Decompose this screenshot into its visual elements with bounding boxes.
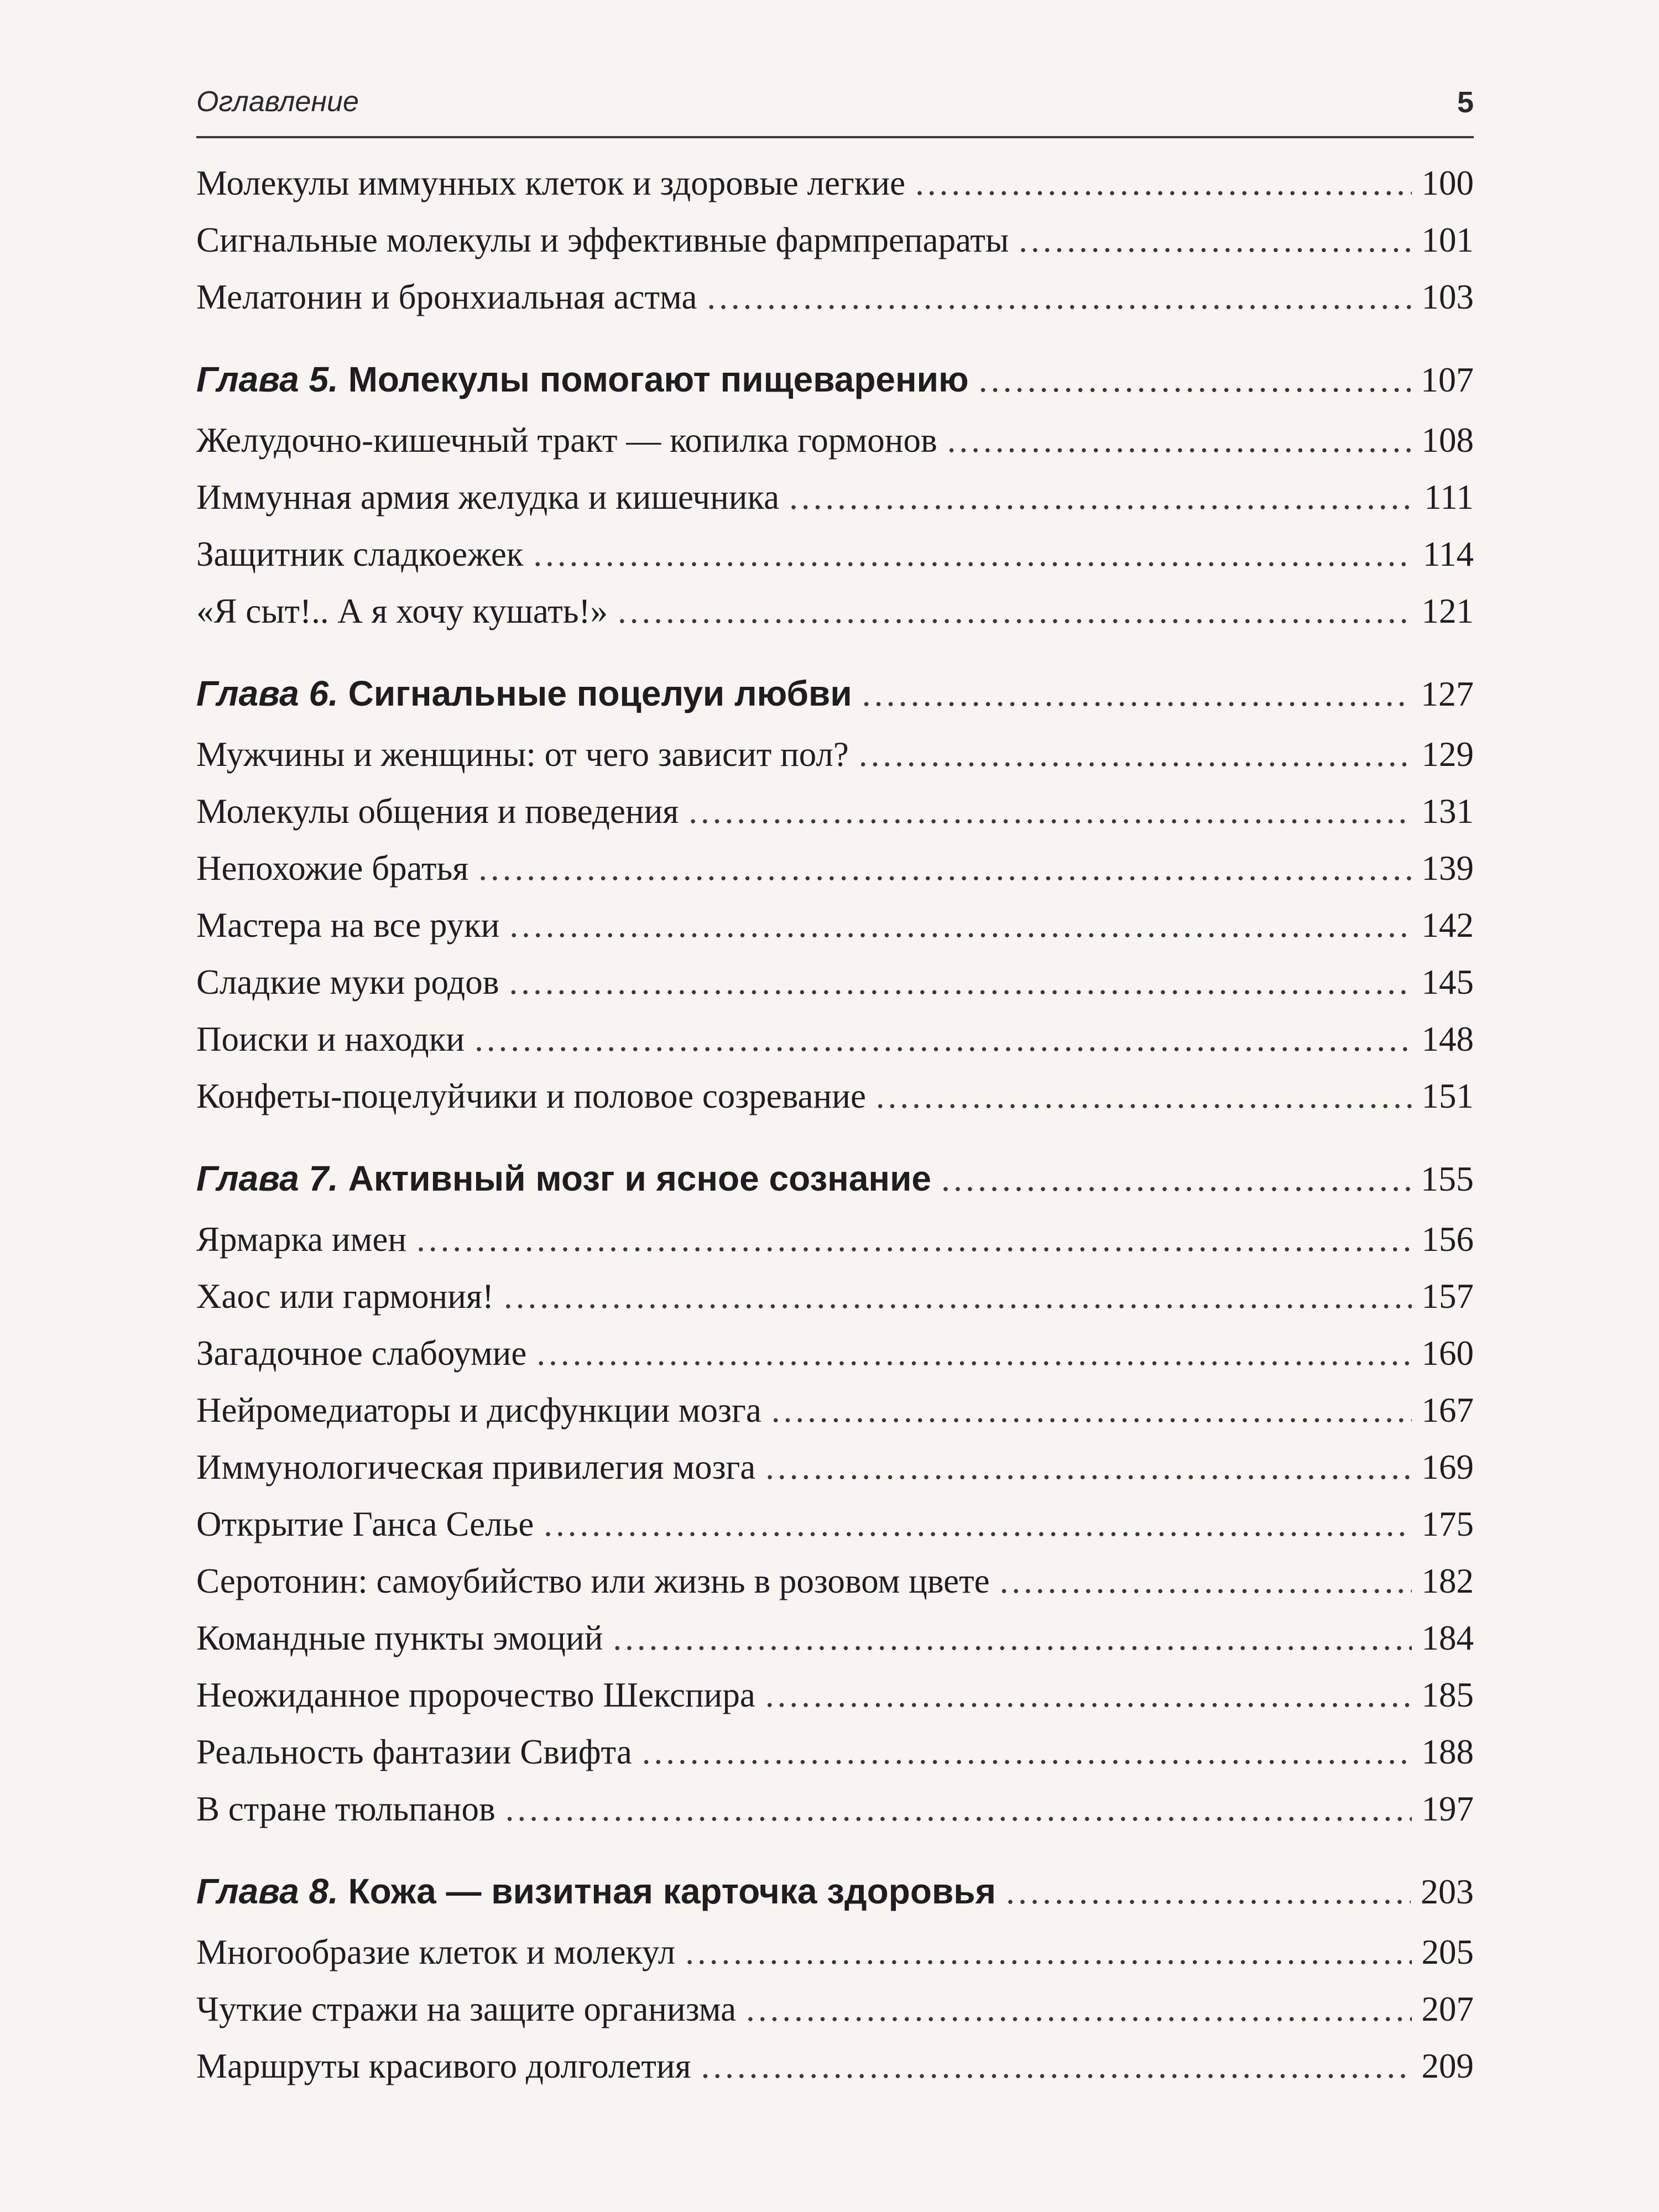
dot-leader xyxy=(746,1981,1411,2038)
dot-leader xyxy=(979,347,1411,413)
toc-section-entry xyxy=(196,1325,1474,1382)
section-title: Мастера на все руки xyxy=(196,906,500,945)
section-title: Молекулы общения и поведения xyxy=(196,792,679,831)
section-title: Маршруты красивого долголетия xyxy=(196,2047,691,2085)
toc-page-number: 108 xyxy=(1421,421,1474,460)
toc-section-entry xyxy=(196,469,1474,526)
dot-leader xyxy=(478,840,1411,897)
dot-leader xyxy=(1000,1553,1412,1610)
dot-leader xyxy=(765,1667,1412,1724)
section-title: Хаос или гармония! xyxy=(196,1277,494,1316)
dot-leader xyxy=(618,583,1411,640)
toc-page-number: 207 xyxy=(1421,1990,1474,2028)
dot-leader xyxy=(504,1268,1412,1325)
dot-leader xyxy=(505,1781,1412,1838)
toc-page-number: 145 xyxy=(1421,963,1474,1001)
toc-page-number: 188 xyxy=(1421,1733,1474,1771)
section-title: Иммунная армия желудка и кишечника xyxy=(196,478,780,517)
section-title: Ярмарка имен xyxy=(196,1220,407,1259)
toc-chapter-entry xyxy=(196,661,1474,726)
section-title: Открытие Ганса Селье xyxy=(196,1505,534,1543)
section-title: Многообразие клеток и молекул xyxy=(196,1933,676,1971)
section-title: Нейромедиаторы и дисфункции мозга xyxy=(196,1391,761,1430)
section-title: Непохожие братья xyxy=(196,849,469,888)
section-title: Сигнальные молекулы и эффективные фармпрепараты xyxy=(196,221,1009,259)
dot-leader xyxy=(509,954,1411,1011)
dot-leader xyxy=(688,783,1411,840)
section-title: Серотонин: самоубийство или жизнь в розовом цвете xyxy=(196,1562,990,1600)
toc-page-number: 103 xyxy=(1421,278,1474,316)
section-title: Защитник сладкоежек xyxy=(196,535,524,573)
dot-leader xyxy=(862,661,1411,727)
toc-section-entry xyxy=(196,1781,1474,1838)
toc-page-number: 160 xyxy=(1421,1334,1474,1373)
toc-section-entry xyxy=(196,583,1474,640)
toc-page-number: 107 xyxy=(1421,360,1474,399)
toc-section-entry xyxy=(196,1610,1474,1667)
toc-page-number: 167 xyxy=(1421,1391,1474,1430)
toc-section-entry xyxy=(196,155,1474,212)
toc-section-entry xyxy=(196,1924,1474,1981)
toc-page-number: 157 xyxy=(1421,1277,1474,1316)
section-title: Желудочно-кишечный тракт — копилка гормонов xyxy=(196,421,937,460)
toc-page-number: 203 xyxy=(1421,1872,1474,1911)
chapter-label: Глава 5. xyxy=(196,359,338,399)
running-header xyxy=(196,77,1474,138)
toc-section-entry xyxy=(196,1667,1474,1724)
toc-section-entry xyxy=(196,1496,1474,1553)
toc-section-entry xyxy=(196,1553,1474,1610)
dot-leader xyxy=(947,412,1412,469)
dot-leader xyxy=(859,726,1412,783)
toc-page-number: 129 xyxy=(1421,735,1474,774)
toc-page-number: 182 xyxy=(1421,1562,1474,1600)
toc-section-entry xyxy=(196,1382,1474,1439)
dot-leader xyxy=(685,1924,1411,1981)
section-title: Чуткие стражи на защите организма xyxy=(196,1990,737,2028)
section-title: Мелатонин и бронхиальная астма xyxy=(196,278,697,316)
dot-leader xyxy=(544,1496,1411,1553)
toc-section-entry xyxy=(196,1981,1474,2038)
toc-page-number: 127 xyxy=(1421,674,1474,713)
chapter-heading xyxy=(196,347,969,412)
toc-section-entry xyxy=(196,1011,1474,1068)
dot-leader xyxy=(707,269,1411,326)
chapter-heading xyxy=(196,1859,996,1924)
toc-section-entry xyxy=(196,412,1474,469)
toc-page-number: 142 xyxy=(1421,906,1474,945)
section-title: Мужчины и женщины: от чего зависит пол? xyxy=(196,735,849,774)
dot-leader xyxy=(509,897,1411,954)
dot-leader xyxy=(1006,1859,1411,1924)
chapter-title: Молекулы помогают пищеварению xyxy=(348,359,969,399)
section-title: Сладкие муки родов xyxy=(196,963,499,1001)
toc-page-number: 148 xyxy=(1421,1020,1474,1058)
section-title: Загадочное слабоумие xyxy=(196,1334,527,1373)
toc-page-number: 100 xyxy=(1421,164,1474,202)
toc-page-number: 185 xyxy=(1421,1676,1474,1714)
chapter-title: Сигнальные поцелуи любви xyxy=(348,674,852,713)
toc-section-entry xyxy=(196,2038,1474,2095)
dot-leader xyxy=(765,1439,1411,1496)
toc-page-number: 101 xyxy=(1421,221,1474,259)
section-title: Конфеты-поцелуйчики и половое созревание xyxy=(196,1077,866,1115)
chapter-title: Кожа — визитная карточка здоровья xyxy=(348,1871,996,1911)
toc-section-entry xyxy=(196,1211,1474,1268)
toc-page-number: 121 xyxy=(1421,592,1474,630)
section-title: Молекулы иммунных клеток и здоровые легкие xyxy=(196,164,906,202)
toc-section-entry xyxy=(196,1068,1474,1125)
toc-chapter-entry xyxy=(196,347,1474,412)
dot-leader xyxy=(536,1325,1411,1382)
toc-page-number: 209 xyxy=(1421,2047,1474,2085)
toc-page-number: 205 xyxy=(1421,1933,1474,1971)
toc-section-entry xyxy=(196,269,1474,326)
toc-page-number: 114 xyxy=(1422,535,1474,573)
page-number: 5 xyxy=(1457,86,1474,119)
toc-section-entry xyxy=(196,726,1474,783)
dot-leader xyxy=(941,1146,1411,1212)
dot-leader xyxy=(701,2038,1412,2095)
toc-section-entry xyxy=(196,897,1474,954)
toc-page-number: 131 xyxy=(1421,792,1474,831)
dot-leader xyxy=(642,1724,1412,1781)
toc-chapter-entry xyxy=(196,1859,1474,1924)
toc-section-entry xyxy=(196,840,1474,897)
dot-leader xyxy=(613,1610,1411,1667)
section-title: В стране тюльпанов xyxy=(196,1790,495,1828)
toc-section-entry xyxy=(196,954,1474,1011)
chapter-heading xyxy=(196,1146,931,1211)
toc-page-number: 111 xyxy=(1424,478,1474,517)
dot-leader xyxy=(533,526,1412,583)
section-title: Командные пункты эмоций xyxy=(196,1619,603,1657)
table-of-contents xyxy=(196,155,1474,2095)
toc-section-entry xyxy=(196,526,1474,583)
chapter-label: Глава 7. xyxy=(196,1159,338,1198)
toc-page-number: 169 xyxy=(1421,1448,1474,1486)
toc-page-number: 175 xyxy=(1421,1505,1474,1543)
toc-section-entry xyxy=(196,212,1474,269)
dot-leader xyxy=(771,1382,1412,1439)
chapter-title: Активный мозг и ясное сознание xyxy=(348,1159,931,1198)
toc-section-entry xyxy=(196,783,1474,840)
toc-page-number: 197 xyxy=(1421,1790,1474,1828)
section-title: Неожиданное пророчество Шекспира xyxy=(196,1676,755,1714)
section-title: Иммунологическая привилегия мозга xyxy=(196,1448,756,1486)
toc-section-entry xyxy=(196,1439,1474,1496)
toc-section-entry xyxy=(196,1268,1474,1325)
toc-page-number: 156 xyxy=(1421,1220,1474,1259)
dot-leader xyxy=(1019,212,1411,269)
running-header-title: Оглавление xyxy=(196,86,359,118)
toc-page-number: 151 xyxy=(1421,1077,1474,1115)
header-divider xyxy=(196,136,1474,138)
chapter-label: Глава 6. xyxy=(196,674,338,713)
toc-page-number: 184 xyxy=(1421,1619,1474,1657)
toc-page-number: 139 xyxy=(1421,849,1474,888)
section-title: Поиски и находки xyxy=(196,1020,465,1058)
toc-page-number: 155 xyxy=(1421,1159,1474,1198)
dot-leader xyxy=(876,1068,1412,1125)
chapter-heading xyxy=(196,661,852,726)
dot-leader xyxy=(789,469,1414,526)
dot-leader xyxy=(416,1211,1411,1268)
dot-leader xyxy=(915,155,1411,212)
section-title: Реальность фантазии Свифта xyxy=(196,1733,632,1771)
section-title: «Я сыт!.. А я хочу кушать!» xyxy=(196,592,608,630)
toc-chapter-entry xyxy=(196,1146,1474,1211)
dot-leader xyxy=(474,1011,1411,1068)
chapter-label: Глава 8. xyxy=(196,1871,338,1911)
toc-section-entry xyxy=(196,1724,1474,1781)
